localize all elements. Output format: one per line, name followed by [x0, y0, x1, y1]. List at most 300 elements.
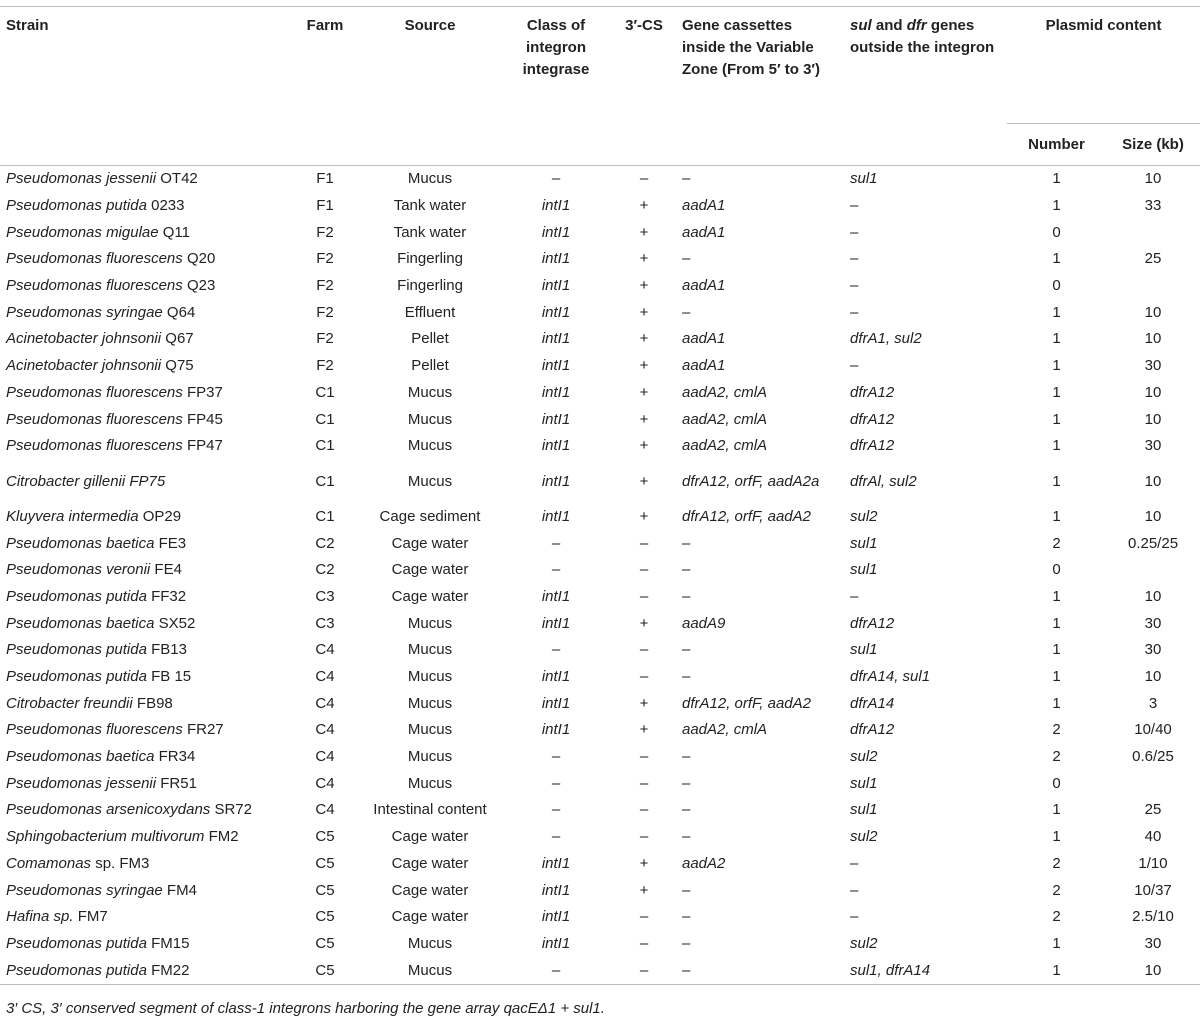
strain-cell: Hafina sp. FM7 [6, 908, 108, 926]
table-row [0, 957, 1200, 984]
table-row [0, 380, 1200, 407]
plasmid-number-cell: 1 [1052, 472, 1061, 490]
cs-cell: + [639, 303, 649, 321]
strain-cell: Pseudomonas fluorescens Q20 [6, 250, 216, 268]
farm-cell: F2 [316, 250, 334, 268]
integrase-cell: intI1 [541, 223, 571, 241]
source-cell: Cage water [391, 534, 469, 552]
integron-table [0, 6, 1200, 985]
strain-cell: Pseudomonas veronii FE4 [6, 561, 182, 579]
farm-cell: C3 [315, 614, 335, 632]
farm-cell: C2 [315, 534, 335, 552]
cassettes-cell: – [682, 170, 691, 188]
farm-cell: C2 [315, 561, 335, 579]
integrase-cell: intI1 [541, 437, 571, 455]
table-row [0, 904, 1200, 931]
cs-cell: + [639, 437, 649, 455]
cs-cell: + [639, 357, 649, 375]
source-cell: Mucus [407, 437, 453, 455]
integrase-cell: intI1 [541, 668, 571, 686]
header-integrase: Class of integron integrase [500, 7, 612, 166]
integrase-cell: intI1 [541, 383, 571, 401]
cassettes-cell: – [682, 587, 691, 605]
source-cell: Cage water [391, 881, 469, 899]
plasmid-size-cell: 33 [1144, 197, 1162, 215]
cassettes-cell: – [682, 534, 691, 552]
cassettes-cell: – [682, 828, 691, 846]
plasmid-size-cell: 10/37 [1134, 881, 1172, 899]
strain-cell: Pseudomonas syringae FM4 [6, 881, 197, 899]
source-cell: Fingerling [397, 277, 463, 295]
source-cell: Cage water [391, 908, 469, 926]
header-size: Size (kb) [1106, 124, 1200, 166]
cassettes-cell: aadA2, cmlA [682, 721, 768, 739]
farm-cell: F2 [316, 303, 334, 321]
farm-cell: C1 [315, 507, 335, 525]
table-row [0, 460, 1200, 504]
plasmid-size-cell: 10 [1144, 330, 1162, 348]
integrase-cell: intI1 [541, 587, 571, 605]
farm-cell: F2 [316, 223, 334, 241]
cs-cell: + [639, 614, 649, 632]
table-body [0, 166, 1200, 985]
strain-cell: Pseudomonas arsenicoxydans SR72 [6, 801, 252, 819]
table-row [0, 166, 1200, 193]
outside-genes-cell: sul1 [850, 774, 878, 792]
table-row [0, 744, 1200, 771]
farm-cell: C1 [315, 437, 335, 455]
integrase-cell: – [551, 534, 561, 552]
cassettes-cell: – [682, 561, 691, 579]
integrase-cell: intI1 [541, 250, 571, 268]
footnote: 3′ CS, 3′ conserved segment of class-1 integrons harboring the gene array qacEΔ1 + sul1. [6, 1000, 605, 1017]
strain-cell: Citrobacter freundii FB98 [6, 694, 173, 712]
plasmid-size-cell: 10 [1106, 957, 1200, 984]
plasmid-size-cell: 0.25/25 [1127, 534, 1179, 552]
strain-cell: Pseudomonas jessenii OT42 [6, 170, 198, 188]
outside-genes-cell: dfrAl, sul2 [850, 472, 917, 490]
cs-cell: + [639, 330, 649, 348]
farm-cell: C5 [315, 881, 335, 899]
strain-cell: Pseudomonas migulae Q11 [6, 223, 190, 241]
strain-cell: Citrobacter gillenii FP75 [6, 472, 166, 490]
table-row [0, 690, 1200, 717]
outside-genes-cell: sul1 [850, 534, 878, 552]
source-cell: Mucus [407, 410, 453, 428]
plasmid-size-cell [1106, 219, 1200, 246]
cassettes-cell: aadA1 [682, 357, 726, 375]
strain-cell: Pseudomonas putida FB13 [6, 641, 187, 659]
plasmid-number-cell: 1 [1052, 437, 1061, 455]
cs-cell: – [639, 641, 649, 659]
outside-genes-cell: sul2 [850, 828, 878, 846]
plasmid-number-cell: 1 [1052, 641, 1061, 659]
table-row [0, 557, 1200, 584]
cassettes-cell: – [682, 774, 691, 792]
source-cell: Mucus [407, 170, 453, 188]
plasmid-number-cell: 2 [1052, 534, 1061, 552]
integrase-cell: – [551, 828, 561, 846]
farm-cell: F2 [316, 277, 334, 295]
plasmid-size-cell: 10 [1144, 170, 1162, 188]
plasmid-size-cell: 3 [1148, 694, 1158, 712]
farm-cell: F1 [316, 197, 334, 215]
cs-cell: + [639, 250, 649, 268]
outside-genes-cell: – [850, 357, 859, 375]
source-cell: Mucus [407, 774, 453, 792]
cs-cell: + [639, 383, 649, 401]
cassettes-cell: – [682, 908, 691, 926]
outside-genes-cell: – [850, 277, 859, 295]
plasmid-size-cell: 10/40 [1134, 721, 1172, 739]
source-cell: Mucus [407, 614, 453, 632]
source-cell: Tank water [393, 197, 467, 215]
integrase-cell: intI1 [541, 881, 571, 899]
farm-cell: C5 [315, 828, 335, 846]
cs-cell: + [639, 507, 649, 525]
integrase-cell: – [551, 774, 561, 792]
outside-genes-cell: dfrA14 [850, 694, 895, 712]
source-cell: Mucus [407, 748, 453, 766]
header-strain: Strain [0, 7, 290, 166]
plasmid-number-cell: 1 [1052, 410, 1061, 428]
plasmid-size-cell: 10 [1144, 587, 1162, 605]
strain-cell: Pseudomonas putida FM22 [0, 957, 290, 984]
table-row [0, 770, 1200, 797]
cassettes-cell: – [682, 881, 691, 899]
strain-cell: Pseudomonas baetica FE3 [6, 534, 187, 552]
cs-cell: + [639, 277, 649, 295]
cs-cell: – [639, 828, 649, 846]
source-cell: Cage water [391, 561, 469, 579]
strain-cell: Pseudomonas putida FM15 [6, 934, 190, 952]
cassettes-cell: – [682, 303, 691, 321]
table-row [0, 851, 1200, 878]
integrase-cell: intI1 [541, 197, 571, 215]
plasmid-number-cell: 1 [1052, 170, 1061, 188]
source-cell: Cage water [391, 854, 469, 872]
source-cell: Fingerling [397, 250, 463, 268]
strain-cell: Pseudomonas fluorescens FP45 [6, 410, 223, 428]
cassettes-cell: aadA2 [682, 854, 726, 872]
farm-cell: C4 [315, 801, 335, 819]
outside-genes-cell: sul1, dfrA14 [844, 957, 1007, 984]
strain-cell: Kluyvera intermedia OP29 [6, 507, 182, 525]
plasmid-number-cell: 2 [1052, 854, 1061, 872]
source-cell: Mucus [407, 668, 453, 686]
source-cell: Tank water [393, 223, 467, 241]
source-cell: Mucus [407, 641, 453, 659]
strain-cell: Pseudomonas fluorescens FR27 [6, 721, 224, 739]
farm-cell: C5 [315, 854, 335, 872]
strain-cell: Pseudomonas fluorescens FP37 [6, 383, 223, 401]
outside-genes-cell: – [850, 250, 859, 268]
table-row [0, 797, 1200, 824]
table-row [0, 637, 1200, 664]
plasmid-number-cell: 1 [1052, 357, 1061, 375]
outside-genes-cell: dfrA14, sul1 [850, 668, 931, 686]
plasmid-size-cell: 30 [1144, 641, 1162, 659]
cassettes-cell: – [682, 668, 691, 686]
farm-cell: F1 [316, 170, 334, 188]
table-header [0, 7, 1200, 166]
strain-cell: Pseudomonas baetica SX52 [6, 614, 196, 632]
table-row [0, 584, 1200, 611]
plasmid-size-cell: 10 [1144, 410, 1162, 428]
outside-genes-cell: sul2 [850, 507, 878, 525]
outside-genes-cell: – [850, 587, 859, 605]
header-gene-cassettes: Gene cassettes inside the Variable Zone (From 5′ to 3′) [676, 7, 844, 166]
plasmid-number-cell: 2 [1052, 881, 1061, 899]
outside-genes-cell: dfrA12 [850, 614, 895, 632]
plasmid-size-cell: 2.5/10 [1132, 908, 1174, 926]
outside-genes-cell: – [850, 303, 859, 321]
integrase-cell: – [551, 170, 561, 188]
outside-genes-cell: – [850, 908, 859, 926]
cassettes-cell: dfrA12, orfF, aadA2a [682, 472, 820, 490]
source-cell: Pellet [411, 330, 449, 348]
strain-cell: Pseudomonas jessenii FR51 [6, 774, 197, 792]
strain-cell: Pseudomonas fluorescens FP47 [6, 437, 223, 455]
source-cell: Cage water [391, 828, 469, 846]
plasmid-size-cell: 25 [1144, 250, 1162, 268]
plasmid-size-cell: 10 [1144, 383, 1162, 401]
source-cell: Intestinal content [373, 801, 487, 819]
cs-cell: – [639, 908, 649, 926]
strain-cell: Pseudomonas baetica FR34 [6, 748, 196, 766]
plasmid-number-cell: 2 [1052, 748, 1061, 766]
cs-cell: – [612, 957, 676, 984]
cs-cell: + [639, 854, 649, 872]
farm-cell: C4 [315, 774, 335, 792]
outside-genes-cell: dfrA12 [850, 437, 895, 455]
integrase-cell: intI1 [541, 303, 571, 321]
integrase-cell: – [551, 801, 561, 819]
cassettes-cell: aadA1 [682, 277, 726, 295]
integrase-cell: intI1 [541, 694, 571, 712]
farm-cell: C5 [315, 908, 335, 926]
plasmid-number-cell: 1 [1052, 668, 1061, 686]
cassettes-cell: aadA1 [682, 197, 726, 215]
outside-genes-cell: dfrA1, sul2 [850, 330, 922, 348]
farm-cell: C3 [315, 587, 335, 605]
outside-genes-cell: sul2 [850, 748, 878, 766]
plasmid-size-cell: 30 [1144, 437, 1162, 455]
table-row [0, 433, 1200, 460]
integrase-cell: intI1 [541, 934, 571, 952]
integrase-cell: intI1 [541, 410, 571, 428]
plasmid-number-cell: 1 [1052, 587, 1061, 605]
farm-cell: C4 [315, 694, 335, 712]
table-row [0, 246, 1200, 273]
plasmid-number-cell: 1 [1052, 330, 1061, 348]
plasmid-number-cell: 1 [1007, 957, 1106, 984]
strain-cell: Sphingobacterium multivorum FM2 [6, 828, 239, 846]
cassettes-cell: – [676, 957, 844, 984]
plasmid-number-cell: 1 [1052, 934, 1061, 952]
outside-genes-cell: – [850, 197, 859, 215]
integrase-cell: intI1 [541, 472, 571, 490]
outside-genes-cell: sul2 [850, 934, 878, 952]
cassettes-cell: aadA2, cmlA [682, 410, 768, 428]
plasmid-number-cell: 1 [1052, 197, 1061, 215]
table-row [0, 664, 1200, 691]
outside-genes-cell: – [850, 881, 859, 899]
cs-cell: – [639, 668, 649, 686]
header-number: Number [1007, 124, 1106, 166]
farm-cell: C5 [290, 957, 360, 984]
table-row [0, 193, 1200, 220]
farm-cell: C1 [315, 383, 335, 401]
integrase-cell: – [551, 748, 561, 766]
strain-cell: Pseudomonas fluorescens Q23 [6, 277, 216, 295]
outside-genes-cell: sul1 [850, 801, 878, 819]
cs-cell: + [639, 410, 649, 428]
cs-cell: + [639, 223, 649, 241]
source-cell: Cage sediment [379, 507, 481, 525]
plasmid-number-cell: 0 [1052, 223, 1061, 241]
strain-cell: Pseudomonas putida FF32 [6, 587, 187, 605]
plasmid-number-cell: 1 [1052, 507, 1061, 525]
cassettes-cell: dfrA12, orfF, aadA2 [682, 694, 811, 712]
cassettes-cell: – [682, 801, 691, 819]
cassettes-cell: – [682, 641, 691, 659]
integrase-cell: intI1 [541, 357, 571, 375]
cassettes-cell: aadA2, cmlA [682, 383, 768, 401]
cassettes-cell: – [682, 934, 691, 952]
outside-genes-cell: – [850, 854, 859, 872]
cassettes-cell: aadA9 [682, 614, 726, 632]
plasmid-size-cell: 10 [1144, 303, 1162, 321]
farm-cell: F2 [316, 330, 334, 348]
table-row [0, 824, 1200, 851]
cs-cell: – [639, 934, 649, 952]
plasmid-size-cell: 25 [1144, 801, 1162, 819]
farm-cell: C4 [315, 721, 335, 739]
integrase-cell: intI1 [541, 277, 571, 295]
cs-cell: – [639, 748, 649, 766]
cs-cell: + [639, 197, 649, 215]
source-cell: Mucus [407, 694, 453, 712]
header-plasmid-content: Plasmid content [1045, 17, 1162, 34]
outside-genes-cell: sul1 [850, 170, 878, 188]
table-row [0, 353, 1200, 380]
plasmid-size-cell [1106, 557, 1200, 584]
plasmid-number-cell: 0 [1052, 774, 1061, 792]
plasmid-size-cell: 10 [1144, 507, 1162, 525]
table-row [0, 610, 1200, 637]
source-cell: Mucus [407, 383, 453, 401]
source-cell: Cage water [391, 587, 469, 605]
farm-cell: C1 [315, 472, 335, 490]
integrase-cell: intI1 [541, 721, 571, 739]
plasmid-number-cell: 1 [1052, 383, 1061, 401]
header-sul-dfr-outside: sul and dfr genes outside the integron [844, 7, 1007, 166]
source-cell: Mucus [360, 957, 500, 984]
table-row [0, 406, 1200, 433]
cs-cell: – [639, 561, 649, 579]
cs-cell: – [639, 534, 649, 552]
strain-cell: Comamonas sp. FM3 [6, 854, 150, 872]
table-row [0, 530, 1200, 557]
integrase-cell: – [551, 641, 561, 659]
farm-cell: C4 [315, 668, 335, 686]
integrase-cell: intI1 [541, 614, 571, 632]
outside-genes-cell: dfrA12 [850, 383, 895, 401]
strain-cell: Acinetobacter johnsonii Q75 [6, 357, 194, 375]
cs-cell: + [639, 472, 649, 490]
cs-cell: + [639, 721, 649, 739]
table-row [0, 273, 1200, 300]
plasmid-number-cell: 1 [1052, 694, 1061, 712]
plasmid-size-cell: 0.6/25 [1132, 748, 1174, 766]
cs-cell: – [639, 587, 649, 605]
farm-cell: C5 [315, 934, 335, 952]
plasmid-size-cell: 30 [1144, 614, 1162, 632]
plasmid-size-cell: 30 [1144, 357, 1162, 375]
cassettes-cell: – [682, 748, 691, 766]
table-row [0, 299, 1200, 326]
plasmid-size-cell: 1/10 [1138, 854, 1168, 872]
integrase-cell: intI1 [541, 908, 571, 926]
table-row [0, 717, 1200, 744]
plasmid-number-cell: 1 [1052, 303, 1061, 321]
farm-cell: C1 [315, 410, 335, 428]
outside-genes-cell: sul1 [850, 641, 878, 659]
plasmid-size-cell [1106, 770, 1200, 797]
strain-cell: Pseudomonas syringae Q64 [6, 303, 196, 321]
integrase-cell: – [500, 957, 612, 984]
plasmid-number-cell: 0 [1052, 277, 1061, 295]
cassettes-cell: – [682, 250, 691, 268]
cs-cell: – [639, 170, 649, 188]
farm-cell: F2 [316, 357, 334, 375]
plasmid-size-cell: 10 [1144, 668, 1162, 686]
outside-genes-cell: dfrA12 [850, 721, 895, 739]
table-row [0, 877, 1200, 904]
farm-cell: C4 [315, 641, 335, 659]
integrase-cell: – [551, 561, 561, 579]
plasmid-number-cell: 2 [1052, 908, 1061, 926]
header-3cs: 3′-CS [612, 7, 676, 166]
header-source: Source [360, 7, 500, 166]
plasmid-size-cell: 40 [1144, 828, 1162, 846]
source-cell: Effluent [404, 303, 456, 321]
source-cell: Pellet [411, 357, 449, 375]
source-cell: Mucus [407, 934, 453, 952]
integrase-cell: intI1 [541, 507, 571, 525]
plasmid-size-cell [1106, 273, 1200, 300]
plasmid-number-cell: 1 [1052, 614, 1061, 632]
plasmid-size-cell: 30 [1144, 934, 1162, 952]
strain-cell: Acinetobacter johnsonii Q67 [6, 330, 194, 348]
source-cell: Mucus [407, 721, 453, 739]
outside-genes-cell: sul1 [850, 561, 878, 579]
cs-cell: – [639, 774, 649, 792]
header-farm: Farm [290, 7, 360, 166]
table-row [0, 326, 1200, 353]
integrase-cell: intI1 [541, 330, 571, 348]
plasmid-number-cell: 1 [1052, 250, 1061, 268]
table-row [0, 931, 1200, 958]
cs-cell: + [639, 881, 649, 899]
cs-cell: + [639, 694, 649, 712]
cassettes-cell: aadA1 [682, 330, 726, 348]
cassettes-cell: aadA2, cmlA [682, 437, 768, 455]
table-row [0, 219, 1200, 246]
strain-cell: Pseudomonas putida 0233 [6, 197, 185, 215]
cassettes-cell: aadA1 [682, 223, 726, 241]
